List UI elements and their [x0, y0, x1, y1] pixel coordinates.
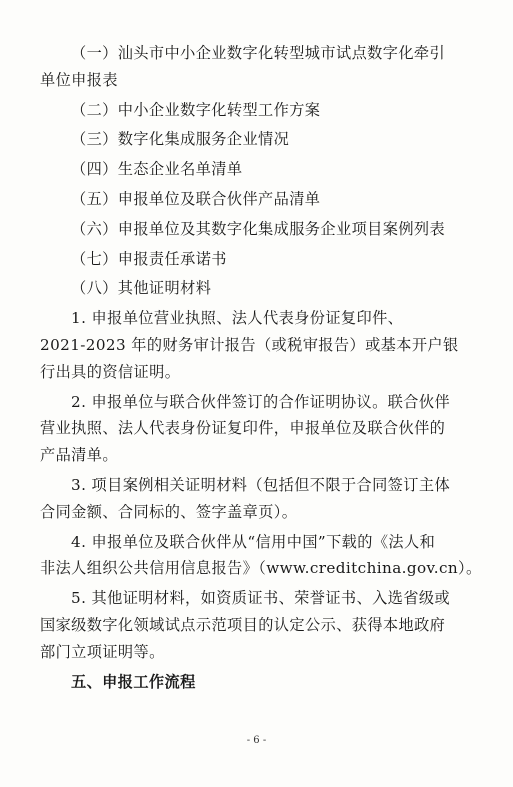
page-number: - 6 -: [246, 735, 267, 746]
attachment-item-4: （四）生态企业名单清单: [71, 160, 243, 179]
material-1-continued: 2021-2023 年的财务审计报告（或税审报告）或基本开户银: [40, 335, 459, 354]
attachment-item-7: （七）申报责任承诺书: [71, 249, 227, 268]
material-3-continued: 合同金额、合同标的、签字盖章页）。: [40, 502, 298, 521]
attachment-item-1: （一）汕头市中小企业数字化转型城市试点数字化牵引: [71, 44, 446, 62]
material-4: 4. 申报单位及联合伙伴从“信用中国”下载的《法人和: [71, 532, 436, 551]
material-2: 2. 申报单位与联合伙伴签订的合作证明协议。联合伙伴: [71, 392, 451, 411]
material-5-end: 部门立项证明等。: [40, 642, 165, 661]
attachment-item-8: （八）其他证明材料: [71, 279, 212, 298]
attachment-item-3: （三）数字化集成服务企业情况: [71, 130, 290, 149]
material-1: 1. 申报单位营业执照、法人代表身份证复印件、: [71, 309, 404, 328]
material-5-continued: 国家级数字化领域试点示范项目的认定公示、获得本地政府: [40, 615, 446, 634]
attachment-item-6: （六）申报单位及其数字化集成服务企业项目案例列表: [71, 219, 446, 238]
material-4-continued: 非法人组织公共信用信息报告》（www.creditchina.gov.cn）。: [40, 559, 482, 578]
attachment-item-5: （五）申报单位及联合伙伴产品清单: [71, 189, 321, 208]
page-content: [40, 40, 480, 695]
material-3: 3. 项目案例相关证明材料（包括但不限于合同签订主体: [71, 475, 451, 494]
material-2-end: 产品清单。: [40, 446, 118, 465]
material-5: 5. 其他证明材料，如资质证书、荣誉证书、入选省级或: [71, 589, 451, 608]
attachment-item-1-continued: 单位申报表: [40, 70, 118, 89]
material-1-end: 行出具的资信证明。: [40, 362, 181, 381]
material-2-continued: 营业执照、法人代表身份证复印件，申报单位及联合伙伴的: [40, 419, 446, 438]
section-heading: 五、申报工作流程: [71, 672, 196, 691]
attachment-item-2: （二）中小企业数字化转型工作方案: [71, 100, 321, 119]
